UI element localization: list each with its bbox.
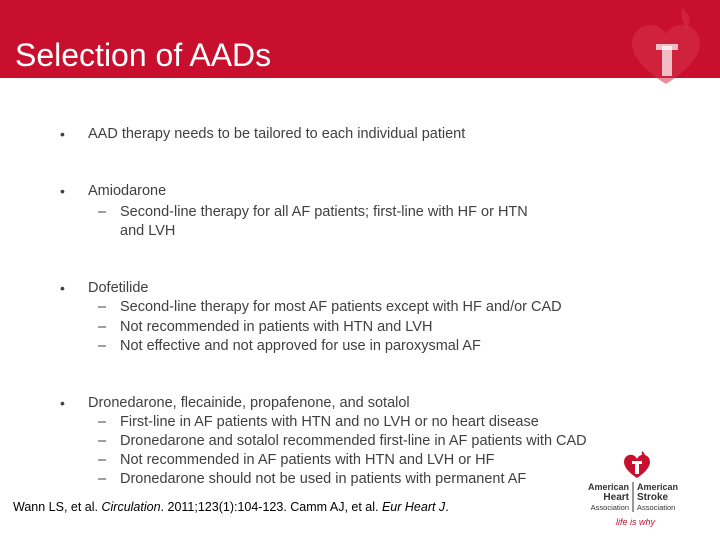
sub-bullet-dash: –	[98, 299, 107, 315]
bullet-text: Dronedarone, flecainide, propafenone, and sotalol	[88, 395, 410, 411]
sub-bullet-text: First-line in AF patients with HTN and no LVH or no heart disease	[120, 414, 539, 430]
citation-part: Wann LS, et al.	[13, 500, 102, 514]
sub-bullet-dash: –	[98, 452, 107, 468]
aha-line3: Association	[590, 503, 629, 512]
sub-bullet-dash: –	[98, 204, 107, 220]
citation-journal: Eur Heart J	[381, 500, 446, 514]
bullet-text: Dofetilide	[88, 280, 149, 296]
citation	[13, 500, 449, 514]
asa-line2: Stroke	[637, 492, 669, 503]
sub-bullet-text: Second-line therapy for all AF patients; first-line with HF or HTN	[120, 204, 528, 220]
logo-tagline: life is why	[616, 517, 656, 527]
slide-title: Selection of AADs	[15, 37, 272, 73]
sub-bullet-dash: –	[98, 414, 107, 430]
aha-line1: American	[587, 482, 629, 492]
bullet-marker: •	[60, 395, 65, 411]
citation-journal: Circulation	[101, 500, 161, 514]
aha-line2: Heart	[603, 492, 629, 503]
bullet-text: AAD therapy needs to be tailored to each individual patient	[88, 126, 466, 142]
sub-bullet-text: Not effective and not approved for use in paroxysmal AF	[120, 338, 481, 354]
sub-bullet-dash: –	[98, 319, 107, 335]
citation-part: . 2011;123(1):104-123. Camm AJ, et al.	[160, 500, 382, 514]
sub-bullet-text: Not recommended in patients with HTN and LVH	[120, 319, 433, 335]
asa-line1: American	[637, 482, 679, 492]
sub-bullet-text: Not recommended in AF patients with HTN and LVH or HF	[120, 452, 495, 468]
bullet-text: Amiodarone	[88, 183, 167, 199]
sub-bullet-text: Second-line therapy for most AF patients except with HF and/or CAD	[120, 299, 562, 315]
heart-torch-icon	[624, 451, 650, 478]
bullet-marker: •	[60, 280, 65, 296]
asa-line3: Association	[637, 503, 676, 512]
sub-bullet-text: and LVH	[120, 223, 176, 239]
sub-bullet-dash: –	[98, 471, 107, 487]
sub-bullet-text: Dronedarone should not be used in patients with permanent AF	[120, 471, 527, 487]
bullet-marker: •	[60, 126, 65, 142]
sub-bullet-text: Dronedarone and sotalol recommended first-line in AF patients with CAD	[120, 433, 587, 449]
aha-asa-logo	[580, 450, 710, 530]
sub-bullet-dash: –	[98, 433, 107, 449]
citation-part: .	[445, 500, 449, 514]
sub-bullet-dash: –	[98, 338, 107, 354]
bullet-marker: •	[60, 183, 65, 199]
